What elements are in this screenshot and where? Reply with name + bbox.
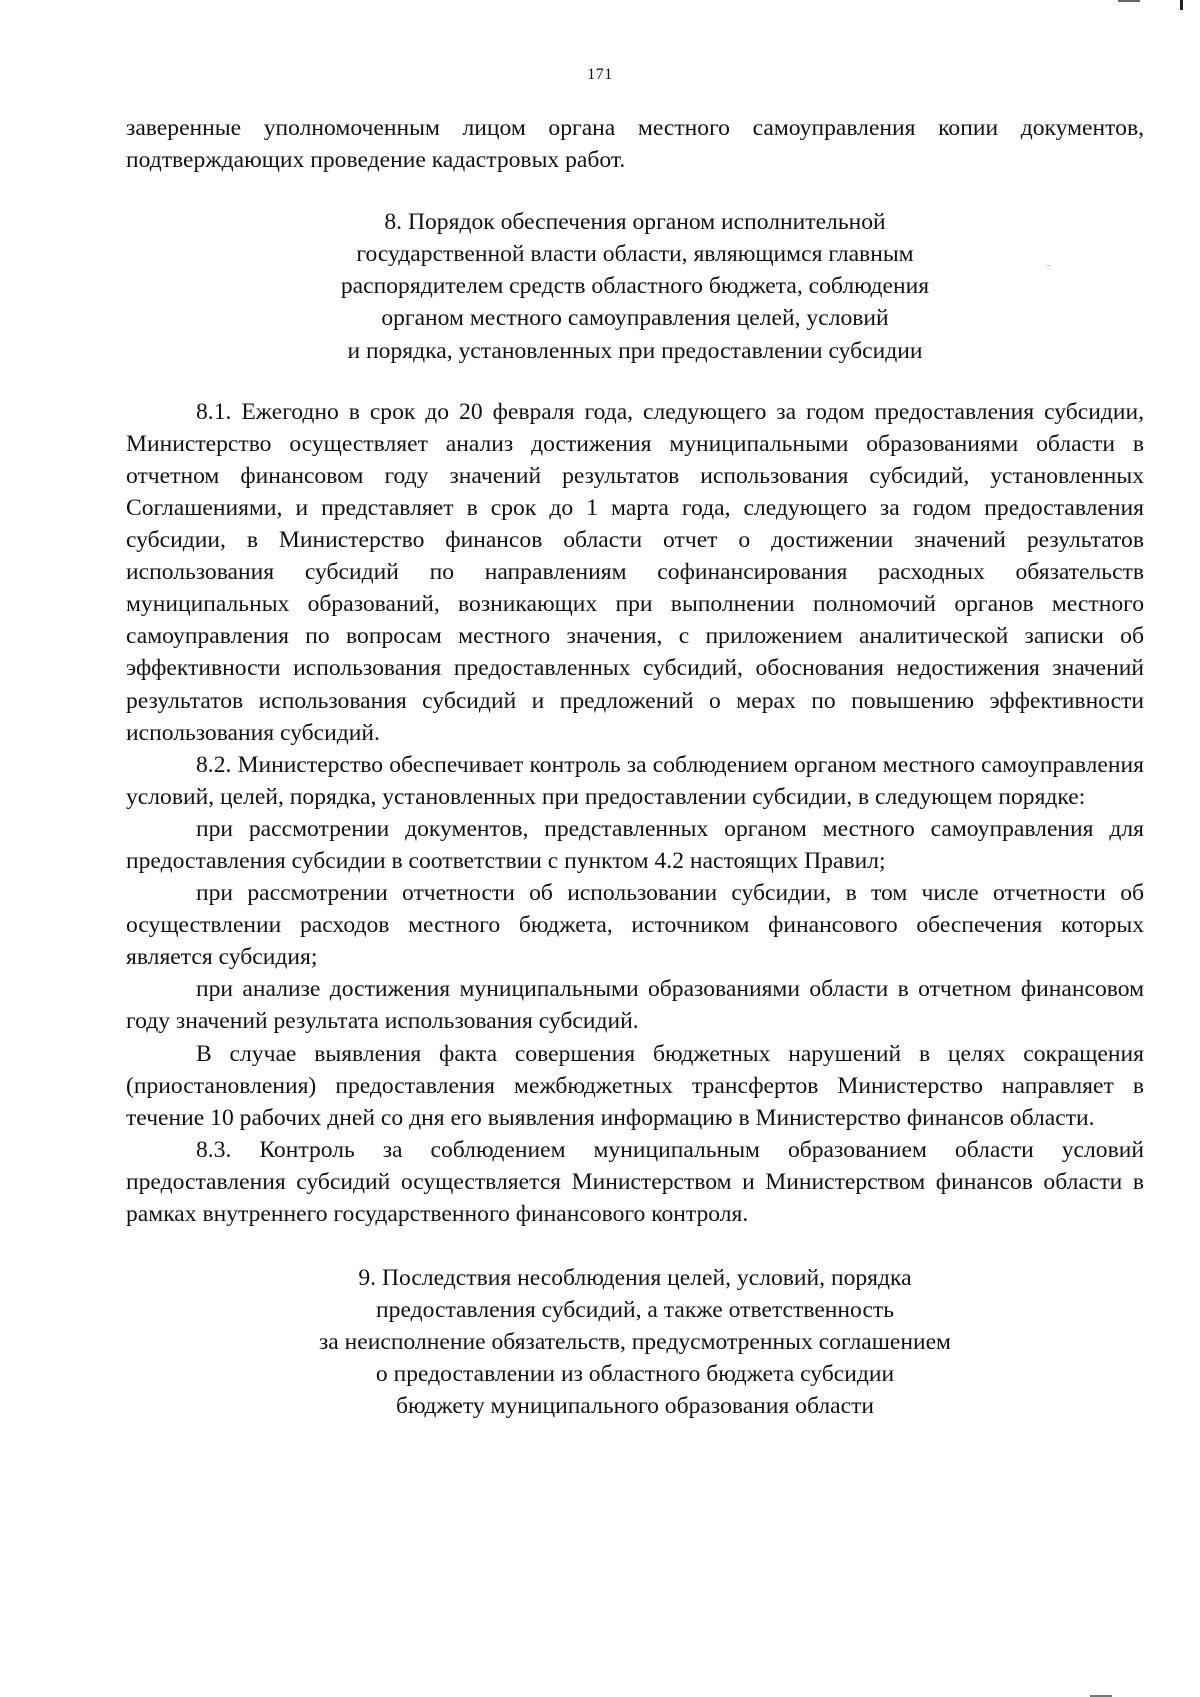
page-number: 171 [587,66,613,83]
heading-line: и порядка, установленных при предоставлении субсидии [347,337,923,364]
paragraph-8-2-violations: В случае выявления факта совершения бюджетных нарушений в целях сокращения (приостановления) предоставления межбюджетных трансфертов Министерство направляет в течение 10 рабочих дней со дня его выявления информацию в Министерство финансов области. [126,1040,1144,1131]
section-9-heading [126,1262,1144,1422]
document-body [126,112,1144,1423]
heading-line: о предоставлении из областного бюджета субсидии [375,1361,895,1388]
scan-edge-mark [1118,0,1140,2]
heading-line: 9. Последствия несоблюдения целей, условий, порядка [358,1265,912,1292]
scan-edge-mark [1180,0,1183,10]
heading-line: за неисполнение обязательств, предусмотренных соглашением [318,1329,951,1356]
section-8-heading [126,206,1144,366]
heading-line: 8. Порядок обеспечения органом исполнительной [384,209,886,236]
paragraph-continuation: заверенные уполномоченным лицом органа местного самоуправления копии документов, подтверждающих проведение кадастровых работ. [126,115,1144,174]
paragraph-8-2-item-documents: при рассмотрении документов, представленных органом местного самоуправления для предоставления субсидии в соответствии с пунктом 4.2 настоящих Правил; [126,815,1144,874]
paragraph-8-3: 8.3. Контроль за соблюдением муниципальным образованием области условий предоставления субсидий осуществляется Министерством и Министерством финансов области в рамках внутреннего государственного финансового контроля. [126,1136,1144,1227]
paragraph-8-2-item-reporting: при рассмотрении отчетности об использовании субсидии, в том числе отчетности об осуществлении расходов местного бюджета, источником финансового обеспечения которых является субсидия; [126,880,1144,971]
heading-line: предоставления субсидий, а также ответственность [376,1297,894,1324]
heading-line: государственной власти области, являющимся главным [356,241,914,268]
heading-line: бюджету муниципального образования области [395,1393,875,1420]
paragraph-8-2: 8.2. Министерство обеспечивает контроль за соблюдением органом местного самоуправления условий, целей, порядка, установленных при предоставлении субсидии, в следующем порядке: [126,751,1144,810]
paragraph-8-1: 8.1. Ежегодно в срок до 20 февраля года, следующего за годом предоставления субсидии, Министерство осуществляет анализ достижения муниципальными образованиями области в отчетном финансовом году значений результатов использования субсидий, установленных Соглашениями, и представляет в срок до 1 марта года, следующего за годом предоставления субсидии, в Министерство финансов области отчет о достижении значений результатов использования субсидий по направлениям софинансирования расходных обязательств муниципальных образований, возникающих при выполнении полномочий органов местного самоуправления по вопросам местного значения, с приложением аналитической записки об эффективности использования предоставленных субсидий, обоснования недостижения значений результатов использования субсидий и предложений о мерах по повышению эффективности использования субсидий. [126,398,1144,746]
paragraph-8-2-item-analysis: при анализе достижения муниципальными образованиями области в отчетном финансовом году значений результата использования субсидий. [126,976,1144,1035]
heading-line: органом местного самоуправления целей, условий [381,305,889,332]
heading-line: распорядителем средств областного бюджета, соблюдения [340,273,930,300]
